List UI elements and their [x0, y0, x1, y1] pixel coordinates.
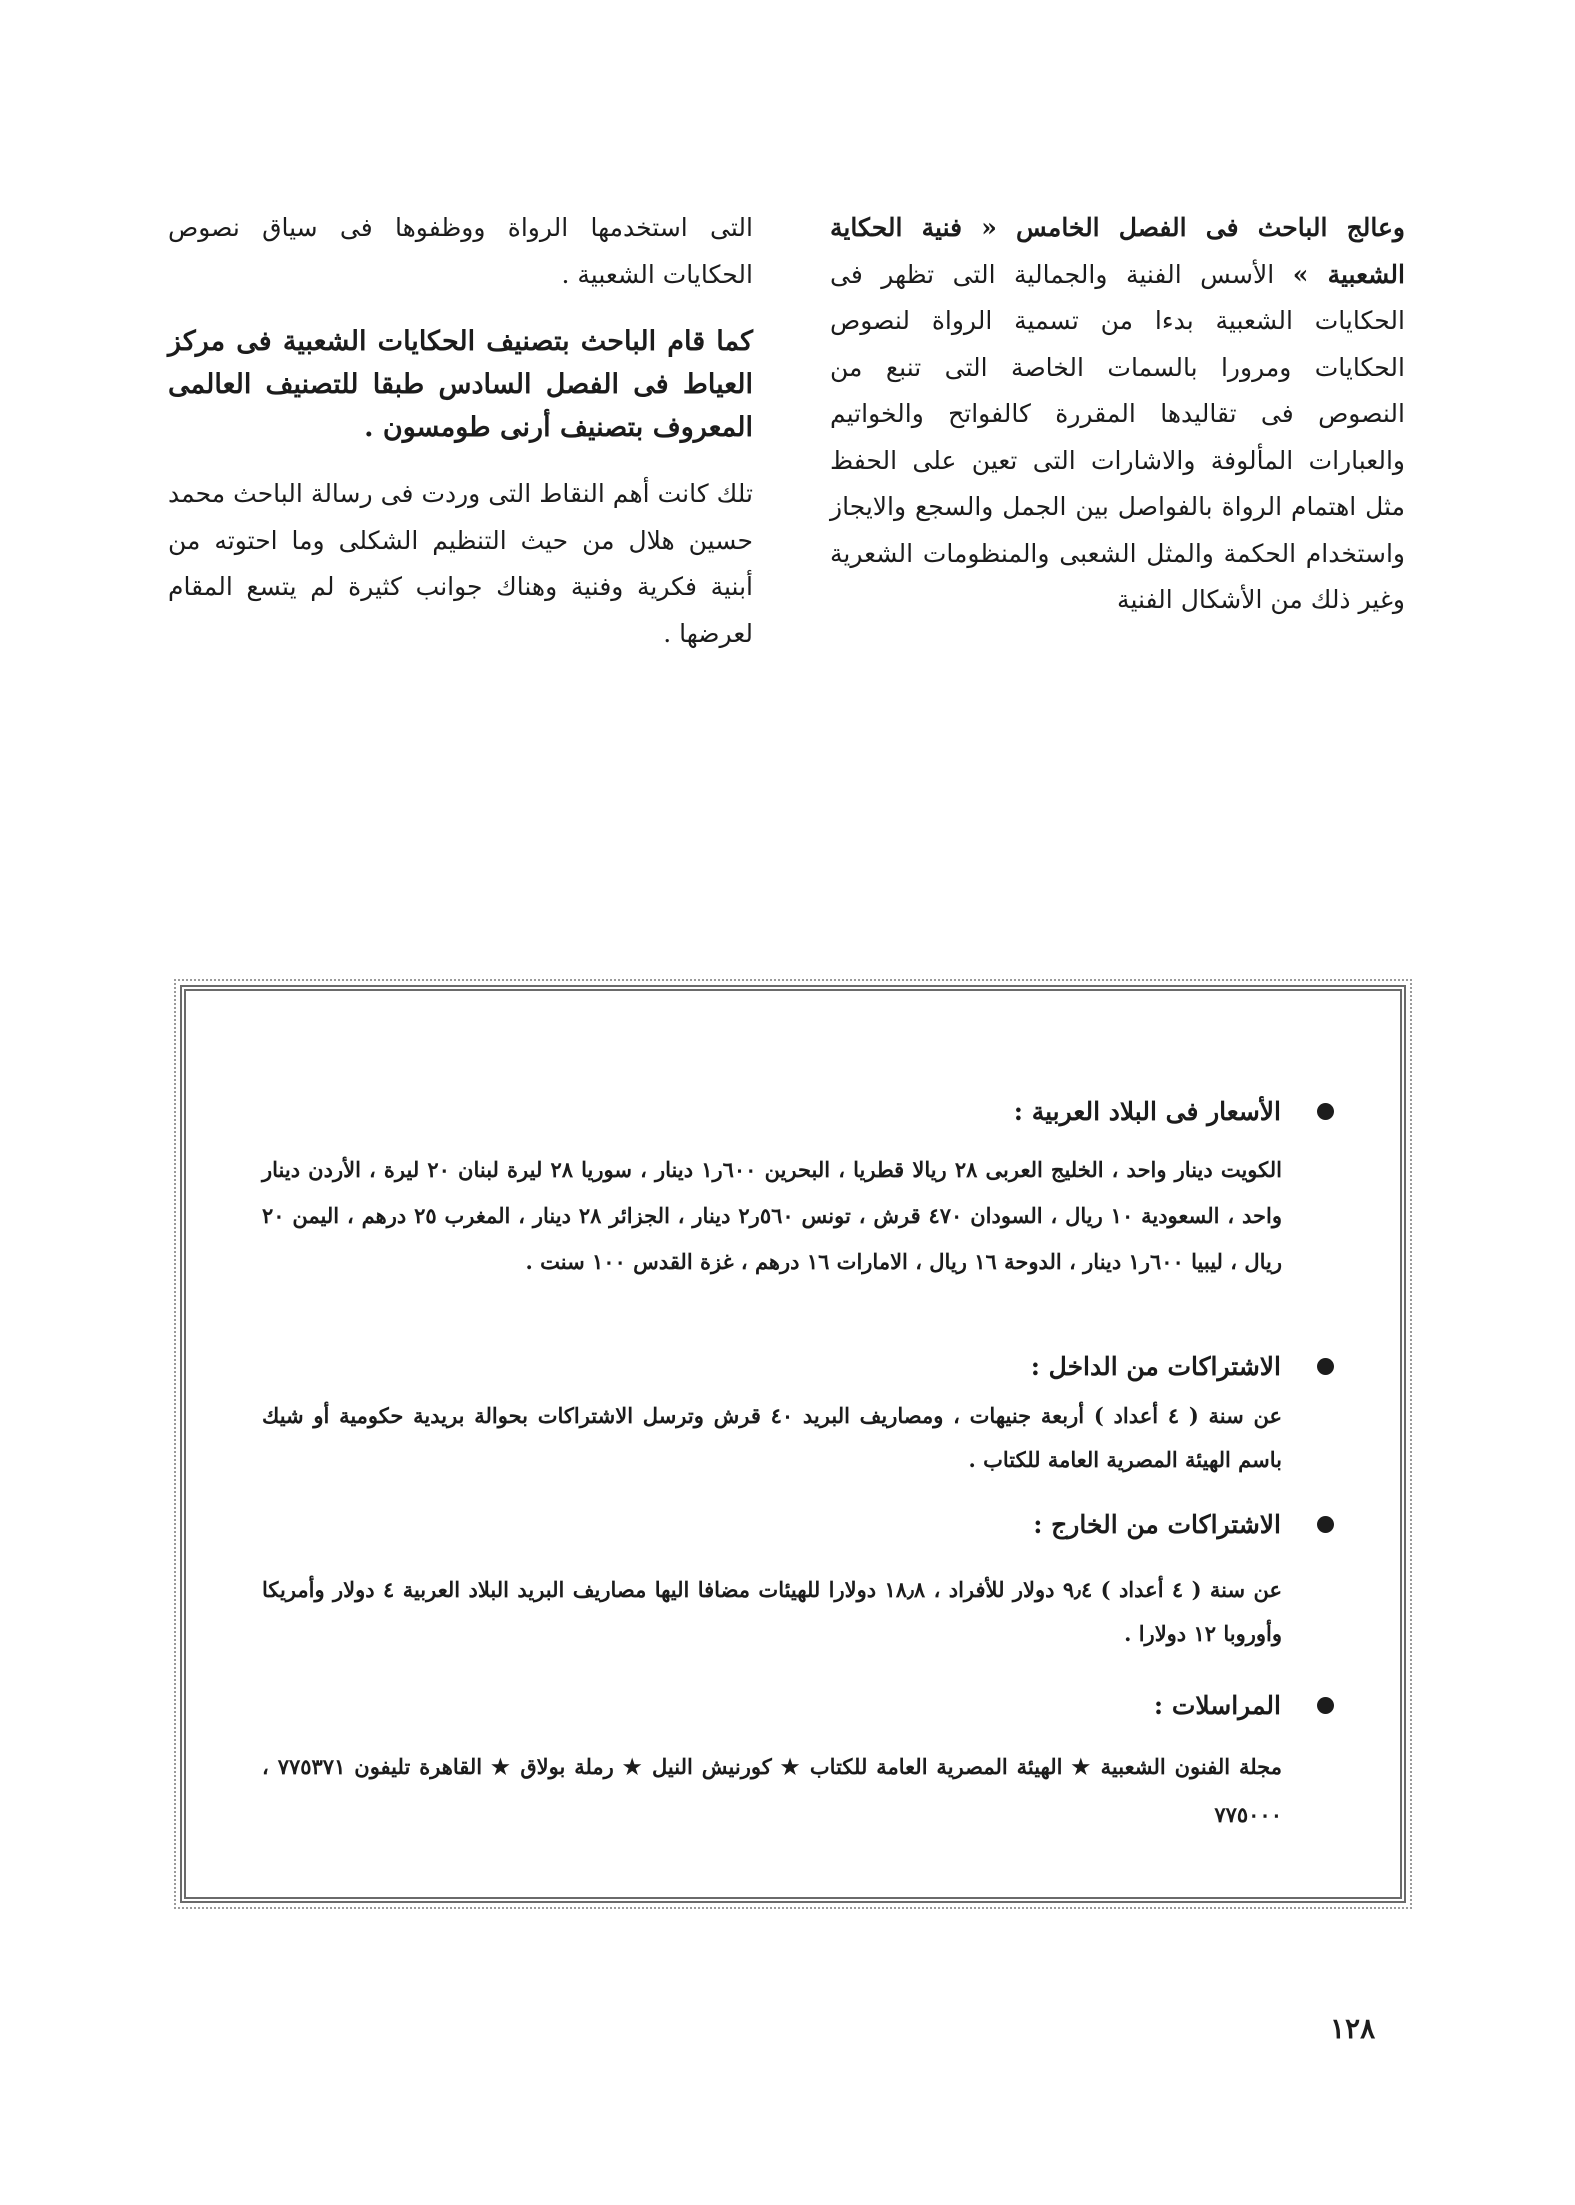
- correspondence-section: [262, 1685, 1282, 1839]
- page-number: ١٢٨: [1330, 2012, 1376, 2045]
- prices-heading: الأسعار فى البلاد العربية :: [1013, 1096, 1281, 1126]
- section-heading: [262, 1504, 1334, 1544]
- article-paragraph: [830, 205, 1405, 624]
- domestic-subscription-section: [262, 1346, 1282, 1482]
- domestic-heading: الاشتراكات من الداخل :: [1030, 1351, 1281, 1381]
- paragraph-text: الأسس الفنية والجمالية التى تظهر فى الحكايات الشعبية بدءا من تسمية الرواة لنصوص الحكايات ومرورا بالسمات الخاصة التى تنبع من النصوص فى تقاليدها المقررة كالفواتح والخواتيم والعبارات المألوفة والاشارات التى تعين على الحفظ مثل اهتمام الرواة بالفواصل بين الجمل والسجع والايجاز واستخدام الحكمة والمثل الشعبى والمنظومات الشعرية وغير ذلك من الأشكال الفنية: [830, 259, 1405, 614]
- section-heading: [262, 1346, 1334, 1386]
- correspondence-text: مجلة الفنون الشعبية ★ الهيئة المصرية العامة للكتاب ★ كورنيش النيل ★ رملة بولاق ★ القاهرة تليفون ٧٧٥٣٧١ ، ٧٧٥٠٠٠: [262, 1754, 1282, 1827]
- article-paragraph: التى استخدمها الرواة ووظفوها فى سياق نصوص الحكايات الشعبية .: [168, 213, 753, 289]
- article-paragraph-bold: كما قام الباحث بتصنيف الحكايات الشعبية فى مركز العياط فى الفصل السادس طبقا للتصنيف العالمى المعروف بتصنيف أرنى طومسون .: [168, 326, 753, 443]
- domestic-text: عن سنة ( ٤ أعداد ) أربعة جنيهات ، ومصاريف البريد ٤٠ قرش وترسل الاشتراكات بحوالة بريدية حكومية أو شيك باسم الهيئة المصرية العامة للكتاب .: [262, 1403, 1282, 1472]
- correspondence-heading: المراسلات :: [1153, 1690, 1281, 1720]
- bullet-dot-icon: [1317, 1516, 1334, 1533]
- article-paragraph: تلك كانت أهم النقاط التى وردت فى رسالة الباحث محمد حسين هلال من حيث التنظيم الشكلى وما احتوته من أبنية فكرية وفنية وهناك جوانب كثيرة لم يتسع المقام لعرضها .: [168, 479, 753, 648]
- subscription-info-box: [180, 985, 1406, 1903]
- bullet-dot-icon: [1317, 1358, 1334, 1375]
- section-heading: [262, 1685, 1334, 1725]
- article-right-column: [830, 205, 1405, 624]
- paragraph-bold-lead: وعالج الباحث فى الفصل الخامس « فنية الحكاية الشعبية »: [830, 213, 1405, 289]
- bullet-dot-icon: [1317, 1697, 1334, 1714]
- abroad-heading: الاشتراكات من الخارج :: [1033, 1509, 1281, 1539]
- abroad-subscription-section: [262, 1504, 1282, 1656]
- article-left-column: [168, 205, 753, 657]
- section-heading: [262, 1091, 1334, 1131]
- abroad-text: عن سنة ( ٤ أعداد ) ٩٫٤ دولار للأفراد ، ١٨٫٨ دولارا للهيئات مضافا اليها مصاريف البريد البلاد العربية ٤ دولار وأمريكا وأوروبا ١٢ دولارا .: [262, 1577, 1283, 1646]
- bullet-dot-icon: [1317, 1103, 1334, 1120]
- prices-section: [262, 1091, 1282, 1285]
- prices-text: الكويت دينار واحد ، الخليج العربى ٢٨ ريالا قطريا ، البحرين ٦٠٠ر١ دينار ، سوريا ٢٨ ليرة لبنان ٢٠ ليرة ، الأردن دينار واحد ، السعودية ١٠ ريال ، السودان ٤٧٠ قرش ، تونس ٥٦٠ر٢ دينار ، الجزائر ٢٨ دينار ، المغرب ٢٥ درهم ، اليمن ٢٠ ريال ، ليبيا ٦٠٠ر١ دينار ، الدوحة ١٦ ريال ، الامارات ١٦ درهم ، غزة القدس ١٠٠ سنت .: [262, 1157, 1283, 1274]
